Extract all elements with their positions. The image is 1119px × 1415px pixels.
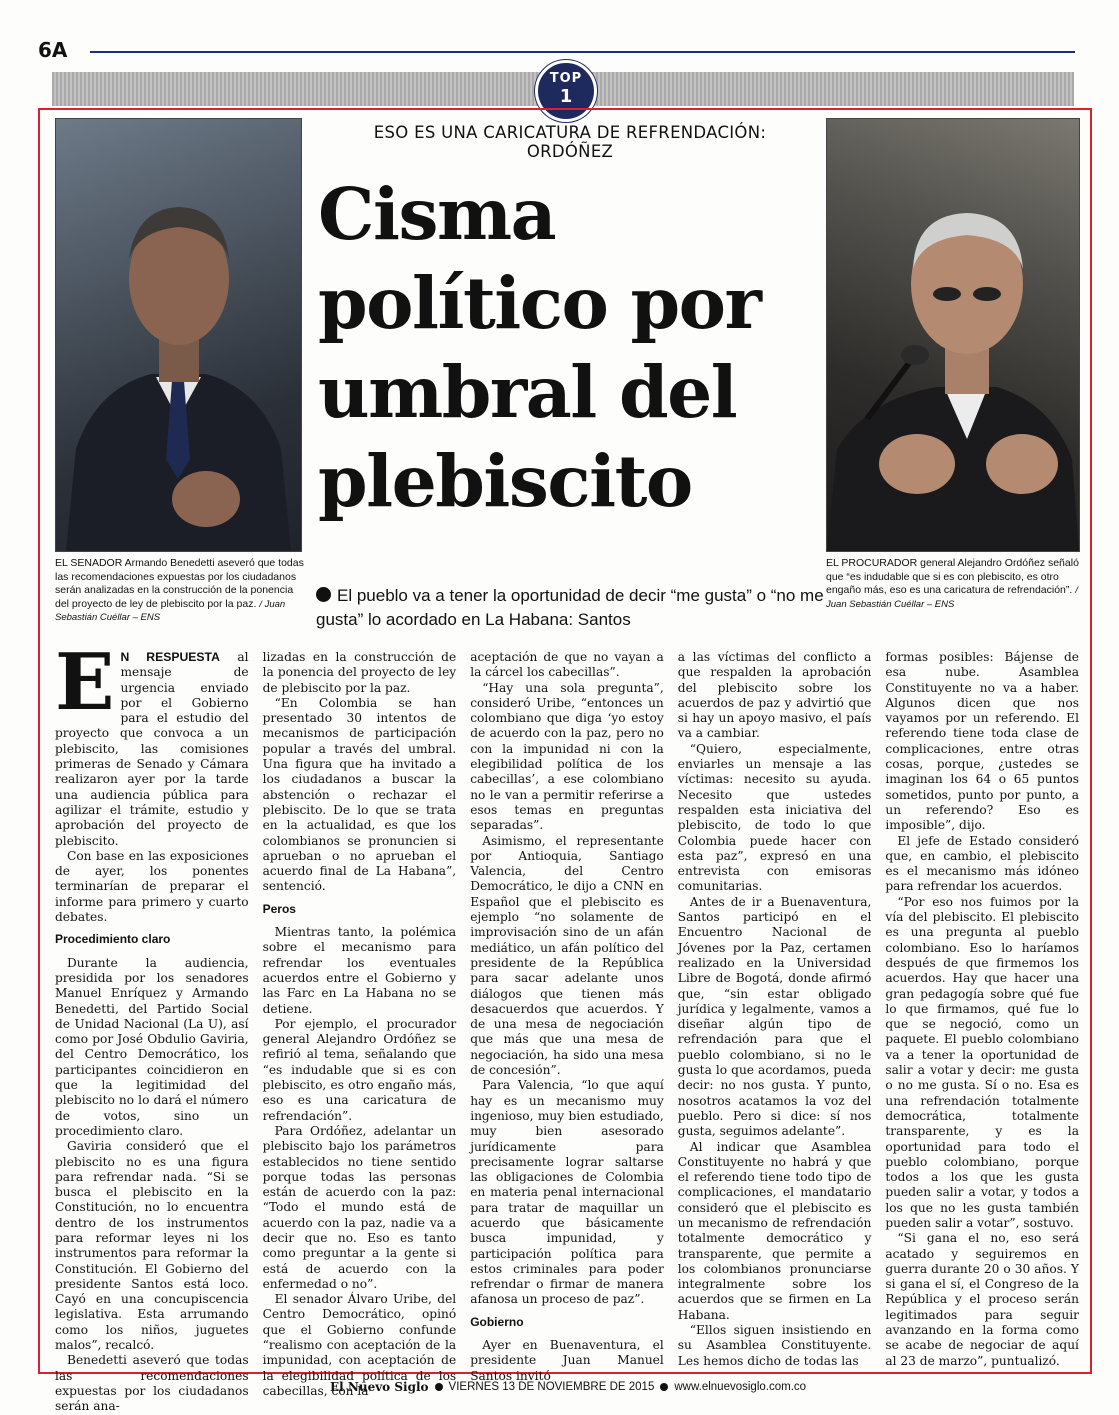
body-paragraph: Al indicar que Asamblea Constituyente no habrá y que el referendo tiene todo tipo de complicaciones, el mandatario consideró que el plebiscito es un mecanismo de refrendación totalmente democrático y transparente, que permite a los colombianos pronunciarse integralmente sobre los acuerdos que se firmen en La Habana.	[677, 1139, 872, 1322]
body-paragraph: Para Ordóñez, adelantar un plebiscito bajo los parámetros establecidos no tiene sentido porque todas las personas están de acuerdo con la paz: “Todo el mundo está de acuerdo con la paz, nadie va a decir que no. Eso es tanto como preguntar a la gente si está de acuerdo con la enfermedad o no”.	[262, 1123, 457, 1291]
drop-cap: E	[55, 637, 115, 728]
subheading: Gobierno	[470, 1314, 524, 1329]
top-badge-label: TOP	[549, 71, 583, 86]
photo-credit: / Juan Sebastián Cuéllar – ENS	[55, 598, 286, 623]
footer-url[interactable]: www.elnuevosiglo.com.co	[674, 1381, 807, 1393]
body-paragraph: Asimismo, el representante por Antioquia, Santiago Valencia, del Centro Democrático, le dijo a CNN en Español que el plebiscito es ejemplo “no solamente de improvisación sino de un afán mediático, un afán político del presidente de la República para sacar adelante unos diálogos que tienen más desacuerdos que acuerdos. Y de una mesa de negociación que más que una mesa de negociación, ha sido una mesa de concesión”.	[470, 833, 664, 1078]
deck-text: El pueblo va a tener la oportunidad de decir “me gusta” o “no me gusta” lo acordado en La Habana: Santos	[316, 586, 824, 629]
body-paragraph: “Ellos siguen insistiendo en su Asamblea Constituyente. Les hemos dicho de todas las	[677, 1323, 872, 1368]
body-column-5	[885, 650, 1079, 1368]
page-footer	[330, 1380, 850, 1394]
senator-photo	[55, 118, 302, 552]
body-paragraph: “Quiero, especialmente, enviarles un mensaje a las víctimas: necesito su ayuda. Necesito que ustedes respalden esta iniciativa del plebiscito, de todo lo que Colombia puede hacer con esta paz”, expresó en una entrevista con emisoras comunitarias.	[677, 741, 872, 894]
footer-date: VIERNES 13 DE NOVIEMBRE DE 2015	[448, 1381, 655, 1393]
paragraph-text: al mensaje de urgencia enviado por el Gobierno para el estudio del proyecto que convoca a un plebiscito, las comisiones primeras de Senado y Cámara realizaron ayer por la tarde una audiencia pública para agilizar el trámite, estudio y aprobación del proyecto de plebiscito.	[55, 650, 249, 848]
body-paragraph: Ayer en Buenaventura, el presidente Juan Manuel Santos invitó	[470, 1338, 664, 1383]
bullet-icon	[316, 587, 331, 602]
body-paragraph: “Por eso nos fuimos por la vía del plebiscito. El plebiscito es una pregunta al pueblo colombiano. Eso lo haríamos después de que firmemos los acuerdos. Hay que hacer una gran pedagogía sobre qué fue lo que firmamos, qué fue lo que se negoció, como un paquete. El pueblo colombiano va a tener la oportunidad de salir a votar y decir: me gusta o no me gusta. Sí o no. Esa es una refrendación totalmente democrática, totalmente transparente, y es la oportunidad para todo el pueblo colombiano, porque todos a los que les gusta pueden salir a votar, y todos a los que no les gusta también pueden salir a votar”, sostuvo.	[885, 894, 1079, 1230]
body-paragraph: lizadas en la construcción de la ponencia del proyecto de ley de plebiscito por la paz.	[262, 650, 457, 695]
photo-caption-left	[55, 557, 305, 625]
body-paragraph: Para Valencia, “lo que aquí hay es un mecanismo muy ingenioso, muy bien estudiado, muy bien asesorado jurídicamente para precisamente lograr saltarse las obligaciones de Colombia en materia penal internacional para tratar de maquillar un acuerdo que básicamente busca impunidad, y participación política para estos criminales para poder refrendar o firmar de manera afanosa un proceso de paz”.	[470, 1078, 664, 1307]
body-paragraph: “Si gana el no, eso será acatado y seguiremos en guerra durante 20 o 30 años. Y si gana el sí, el Congreso de la República y el proceso serán legitimados para seguir avanzando en la forma como se acabe de negociar de aquí al 23 de marzo”, puntualizó.	[885, 1231, 1079, 1368]
caption-text: EL PROCURADOR general Alejandro Ordóñez señaló que “es indudable que si es con plebiscito, es otro engaño más, eso es una caricatura de refrendación”.	[826, 557, 1079, 596]
footer-dot-icon	[660, 1383, 668, 1391]
body-paragraph: El senador Álvaro Uribe, del Centro Democrático, opinó que el Gobierno confunde “realismo con aceptación de la impunidad, con aceptación de la elegibilidad política de los cabecillas, con la	[262, 1292, 457, 1398]
article-deck	[316, 584, 826, 632]
body-paragraph: Durante la audiencia, presidida por los senadores Manuel Enríquez y Armando Benedetti, del Partido Social de Unidad Nacional (La U), así como por José Obdulio Gaviria, del Centro Democrático, los participantes coincidieron en que la legitimidad del plebiscito no lo dará el número de votos, sino un procedimiento claro.	[55, 955, 249, 1138]
headline-line: Cisma	[318, 172, 556, 256]
body-paragraph: Gaviria consideró que el plebiscito no es una figura para refrendar nada. “Si se busca el plebiscito en la Constitución, no lo encuentra dentro de los instrumentos para reformar leyes ni los instrumentos para reformar la Constitución. El Gobierno del presidente Santos está loco. Cayó en una concupiscencia legislativa. Esta arrumando como los niños, juguetes malos”, recalcó.	[55, 1139, 249, 1353]
headline-line: plebiscito	[318, 439, 692, 523]
body-column-3	[470, 650, 664, 1383]
photo-credit: / Juan Sebastián Cuéllar – ENS	[826, 585, 1078, 610]
senator-figure-icon	[56, 119, 301, 551]
body-paragraph: formas posibles: Bájense de esa nube. Asamblea Constituyente no va a haber. Algunos dicen que nos vayamos por un referendo. El referendo tiene toda clase de complicaciones, entre otras cosas, porque, ¿ustedes se imaginan los 64 o 65 puntos sometidos, punto por punto, a un referendo? Eso es imposible”, dijo.	[885, 650, 1079, 833]
body-paragraph: Antes de ir a Buenaventura, Santos participó en el Encuentro Nacional de Jóvenes por la Paz, certamen realizado en la Universidad Libre de Bogotá, donde afirmó que, “sin estar obligado jurídica y legalmente, vamos a diseñar algún tipo de refrendación para que el pueblo colombiano, si no le gusta lo que acordamos, pueda decir: no nos gusta. Y punto, nosotros acatamos la voz del pueblo. Pero si dice: sí nos gusta, seguimos adelante”.	[677, 894, 872, 1139]
body-paragraph	[55, 637, 249, 849]
body-paragraph: “En Colombia se han presentado 30 intentos de mecanismos de participación popular a través del umbral. Una figura que ha invitado a los ciudadanos a buscar la abstención o rechazar el plebiscito. De lo que se trata en la actualidad, es que los colombianos se pronuncien si aprueban o no aprueban el acuerdo final de La Habana”, sentenció.	[262, 695, 457, 894]
header-rule	[90, 51, 1075, 53]
subheading: Procedimiento claro	[55, 932, 171, 947]
body-paragraph: a las víctimas del conflicto a que respalden la aprobación del plebiscito sobre los acuerdos de paz y advirtió que si hay un apoyo masivo, el país va a cambiar.	[677, 650, 872, 741]
body-paragraph: Por ejemplo, el procurador general Alejandro Ordóñez se refirió al tema, señalando que “es indudable que si es con plebiscito, es otro engaño más, eso es una caricatura de refrendación”.	[262, 1016, 457, 1123]
footer-dot-icon	[435, 1383, 443, 1391]
photo-caption-right	[826, 557, 1081, 611]
body-paragraph: Con base en las exposiciones de ayer, los ponentes terminarían de preparar el informe para primero y cuarto debates.	[55, 848, 249, 925]
page-number: 6A	[38, 38, 68, 62]
body-paragraph: Benedetti aseveró que todas las recomendaciones expuestas por los ciudadanos serán ana-	[55, 1353, 249, 1414]
headline-line: umbral del	[318, 350, 737, 434]
prosecutor-figure-icon	[827, 119, 1079, 551]
body-paragraph: El jefe de Estado consideró que, en cambio, el plebiscito es el mecanismo más idóneo para refrendar los acuerdos.	[885, 833, 1079, 894]
prosecutor-photo	[826, 118, 1080, 552]
subheading: Peros	[262, 901, 296, 916]
article-kicker: ESO ES UNA CARICATURA DE REFRENDACIÓN: ORDÓÑEZ	[373, 123, 767, 161]
body-paragraph: aceptación de que no vayan a la cárcel los cabecillas”.	[470, 650, 664, 680]
newspaper-logo: El Nuevo Siglo	[330, 1380, 429, 1394]
top-badge-number: 1	[559, 86, 573, 107]
headline-line: político por	[318, 261, 761, 345]
body-column-1	[55, 637, 249, 1414]
article-headline	[318, 170, 818, 526]
body-paragraph: “Hay una sola pregunta”, consideró Uribe, “entonces un colombiano que diga ‘yo estoy de acuerdo con la paz, pero no con la impunidad ni con la elegibilidad política de los cabecillas’, a ese colombiano no le van a permitir referirse a esos temas en preguntas separadas”.	[470, 680, 664, 833]
caption-text: EL SENADOR Armando Benedetti aseveró que todas las recomendaciones expuestas por los ciudadanos serán analizadas en la construcción de la ponencia del proyecto de ley de plebiscito por la paz.	[55, 557, 304, 610]
body-paragraph: Mientras tanto, la polémica sobre el mecanismo para refrendar los eventuales acuerdos entre el Gobierno y las Farc en La Habana no se detiene.	[262, 925, 457, 1016]
body-column-4	[677, 650, 872, 1368]
lead-in: N RESPUESTA	[120, 650, 220, 664]
